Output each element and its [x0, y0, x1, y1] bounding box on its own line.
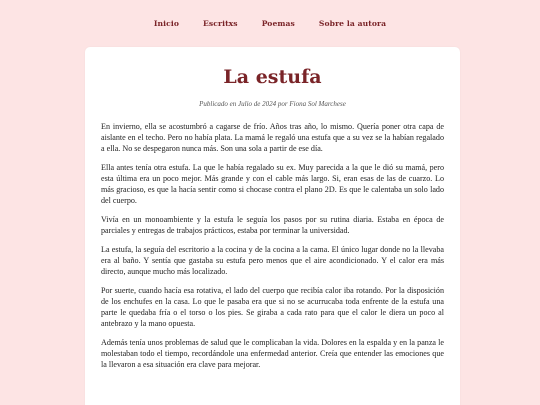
article-paragraph: La estufa, la seguía del escritorio a la cocina y de la cocina a la cama. El único lugar donde no la llevaba era al baño. Y sentía que gastaba su estufa pero menos que el aire acondicionado. Y el calor era más directo, aunque mucho más localizado. [101, 245, 444, 276]
top-navigation [0, 0, 540, 46]
article-paragraph: Ella antes tenía otra estufa. La que le había regalado su ex. Muy parecida a la que le dió su mamá, pero esta última era un poco mejor. Más grande y con el cable más largo. Si, eran esas de las de cuarzo. Lo más gracioso, es que la hacía sentir como si chocase contra el plano 2D. Es que le calentaba un solo lado del cuerpo. [101, 163, 444, 205]
article-title: La estufa [223, 66, 322, 88]
article-paragraph: Vivía en un monoambiente y la estufa le seguía los pasos por su rutina diaria. Estaba en época de parciales y entregas de trabajos prácticos, estaba por terminar la universidad. [101, 215, 444, 235]
article-paragraph: Además tenía unos problemas de salud que le complicaban la vida. Dolores en la espalda y en la panza le molestaban todo el tiempo, recordándole una enfermedad anterior. Creía que entender las emociones que la llevaron a esa situación era clave para mejorar. [101, 338, 444, 369]
article-body [101, 121, 444, 370]
nav-link-escritxs[interactable]: Escritxs [203, 18, 238, 28]
nav-link-sobre-la-autora[interactable]: Sobre la autora [318, 18, 387, 28]
nav-link-inicio[interactable]: Inicio [153, 18, 179, 28]
nav-link-poemas[interactable]: Poemas [261, 18, 295, 28]
article-paragraph: En invierno, ella se acostumbró a cagarse de frío. Años tras año, lo mismo. Quería poner otra capa de aislante en el techo. Pero no había plata. La mamá le regaló una estufa que a su vez se la habían regalado a ella. No se despegaron nunca más. Son una sola a partir de ese día. [101, 122, 444, 153]
article-paragraph: Por suerte, cuando hacía esa rotativa, el lado del cuerpo que recibía calor iba rotando. Por la disposición de los enchufes en la casa. Lo que le pasaba era que si no se acurrucaba toda enfrente de la estufa una parte le quedaba fría o el torso o los pies. Se giraba a cada rato para que el calor le diera un poco al antebrazo y la mano opuesta. [101, 286, 444, 328]
article-meta: Publicado en Julio de 2024 por Fiona Sol Marchese [199, 100, 346, 108]
article-card [85, 47, 460, 405]
